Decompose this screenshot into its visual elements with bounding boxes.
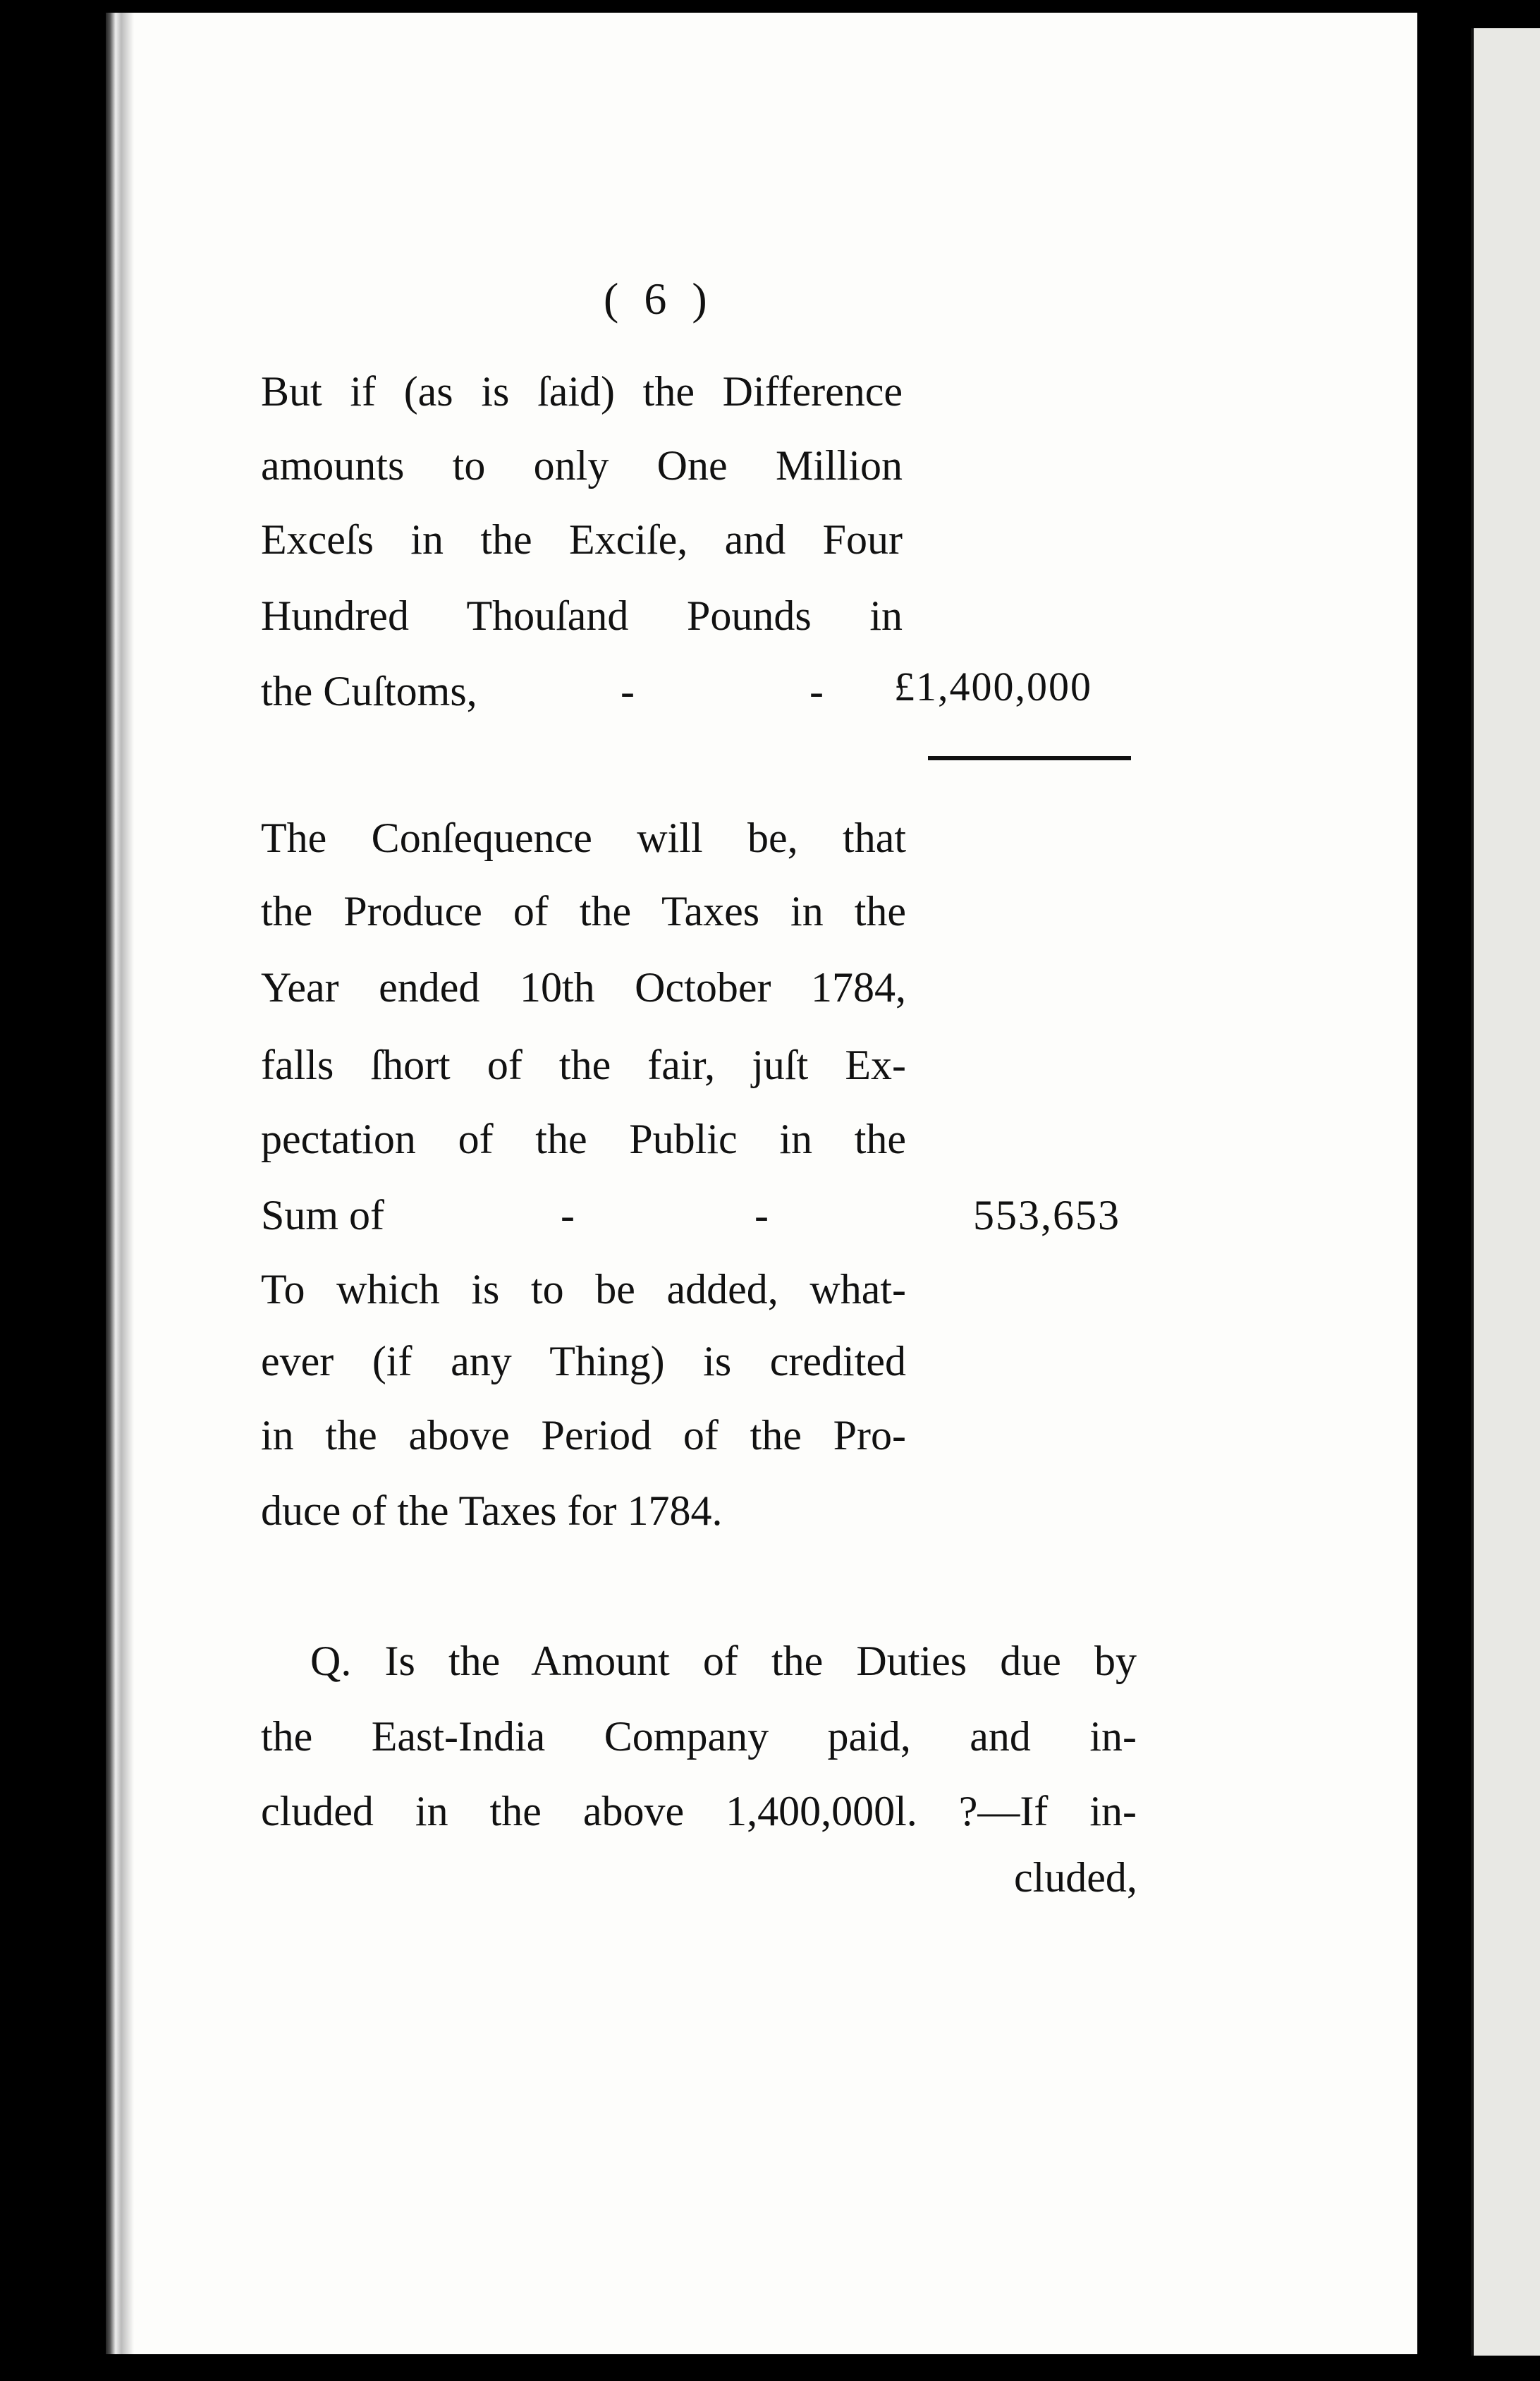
para1-line-4: Hundred Thouſand Pounds in [261, 592, 903, 639]
para2-line-6: Sum of [261, 1192, 385, 1238]
question-line-2: the East-India Company paid, and in- [261, 1713, 1137, 1760]
para2-line-5: pectation of the Public in the [261, 1116, 906, 1162]
page-number: ( 6 ) [604, 274, 707, 324]
para1-amount: £1,400,000 [894, 664, 1092, 710]
para2-line-9: in the above Period of the Pro- [261, 1412, 906, 1459]
para2-dash-1: - [561, 1192, 575, 1238]
para2-line-10: duce of the Taxes for 1784. [261, 1487, 723, 1534]
para2-line-4: falls ſhort of the fair, juſt Ex- [261, 1042, 906, 1088]
para1-line-2: amounts to only One Million [261, 442, 903, 489]
para2-line-2: the Produce of the Taxes in the [261, 888, 906, 934]
para2-line-3: Year ended 10th October 1784, [261, 964, 906, 1011]
question-line-1: Q. Is the Amount of the Duties due by [310, 1638, 1137, 1684]
question-line-3: cluded in the above 1,400,000l. ?—If in- [261, 1788, 1137, 1834]
para1-dash-1: - [621, 668, 635, 714]
para2-line-7: To which is to be added, what- [261, 1266, 906, 1313]
facing-page-strip [1471, 28, 1540, 2356]
para2-amount: 553,653 [973, 1192, 1120, 1238]
para2-line-1: The Conſequence will be, that [261, 815, 906, 861]
sum-rule [928, 756, 1131, 760]
paper-page [106, 13, 1417, 2354]
para1-dash-2: - [809, 668, 824, 714]
para2-line-8: ever (if any Thing) is credited [261, 1338, 906, 1384]
para1-line-5: the Cuſtoms, [261, 668, 477, 714]
para1-line-3: Exceſs in the Exciſe, and Four [261, 516, 903, 563]
para2-dash-2: - [754, 1192, 769, 1238]
question-line-4: cluded, [1014, 1854, 1137, 1901]
binding-gutter [106, 13, 134, 2354]
para1-line-1: But if (as is ſaid) the Difference [261, 368, 903, 415]
